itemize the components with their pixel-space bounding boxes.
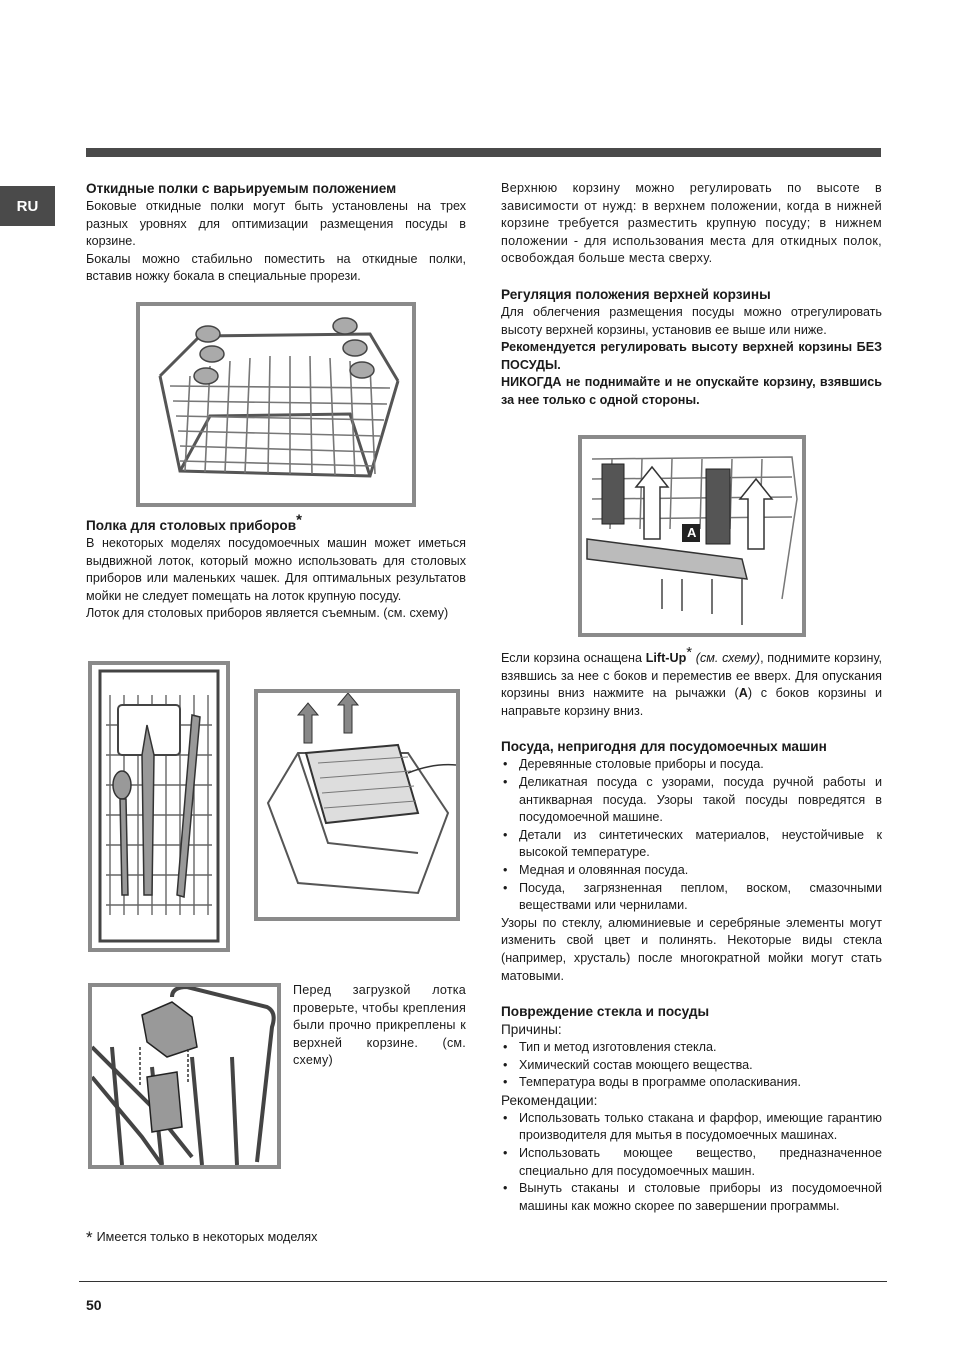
right-column-lower bbox=[501, 643, 883, 1215]
list-item: • Деревянные столовые приборы и посуда. bbox=[501, 756, 882, 774]
section-title-folding-shelves: Откидные полки с варьируемым положением bbox=[86, 181, 397, 196]
left-column-top bbox=[86, 180, 466, 286]
list-item: • Использовать моющее вещество, предназначенное специально для посудомоечных машин. bbox=[501, 1145, 882, 1180]
basket-figure bbox=[136, 302, 416, 507]
list-item: • Химический состав моющего вещества. bbox=[501, 1057, 882, 1075]
paragraph: Узоры по стеклу, алюминиевые и серебряные элементы могут изменить свой цвет и полинять. Некоторые виды стекла (например, хрусталь) после многократной мойки могут стать матовыми. bbox=[501, 915, 882, 983]
header-bar bbox=[86, 148, 881, 157]
causes-label: Причины: bbox=[501, 1022, 562, 1038]
text: Если корзина оснащена bbox=[501, 651, 646, 665]
cutlery-tray-figure bbox=[88, 661, 230, 952]
section-title-glass-damage: Повреждение стекла и посуды bbox=[501, 1004, 710, 1020]
tray-note: Перед загрузкой лотка проверьте, чтобы крепления были прочно прикреплены к верхней корзине. (см. схему) bbox=[293, 983, 466, 1068]
recommendations-label: Рекомендации: bbox=[501, 1092, 598, 1108]
language-tab: RU bbox=[0, 186, 55, 226]
paragraph: В некоторых моделях посудомоечных машин может иметься выдвижной лоток, который можно использовать для столовых приборов или маленьких чашек. Для оптимальных результатов мойки не следует помещать на лоток крупную посуду. bbox=[86, 536, 466, 603]
bold-paragraph: Рекомендуется регулировать высоту верхней корзины БЕЗ ПОСУДЫ. bbox=[501, 340, 882, 372]
section-title-cutlery-shelf bbox=[86, 511, 466, 535]
paragraph: Бокалы можно стабильно поместить на откидные полки, вставив ножку бокала в специальные прорези. bbox=[86, 251, 466, 284]
list-item: • Детали из синтетических материалов, неустойчивые к высокой температуре. bbox=[501, 827, 882, 862]
list-item: • Вынуть стаканы и столовые приборы из посудомоечной машины как можно скорее по завершении программы. bbox=[501, 1180, 882, 1215]
section-title-upper-basket-adjustment: Регуляция положения верхней корзины bbox=[501, 286, 771, 302]
paragraph: Верхнюю корзину можно регулировать по высоте в зависимости от нужд: в верхнем положении, когда в нижней корзине требуется разместить крупную посуду; в нижнем положении - для использования места для откидных полок, освобождая больше места сверху. bbox=[501, 181, 882, 266]
basket-illustration bbox=[140, 306, 412, 503]
lift-up-paragraph bbox=[501, 643, 883, 720]
lift-up-term: Lift-Up bbox=[645, 651, 687, 665]
list-item: • Тип и метод изготовления стекла. bbox=[501, 1039, 882, 1057]
list-item: • Медная и оловянная посуда. bbox=[501, 862, 882, 880]
footnote bbox=[86, 1228, 317, 1248]
bold-paragraph: НИКОГДА не поднимайте и не опускайте корзину, взявшись за нее только с одной стороны. bbox=[501, 375, 882, 407]
page-number: 50 bbox=[86, 1297, 102, 1313]
figure-label-a: A bbox=[687, 525, 697, 540]
footnote-text: Имеется только в некоторых моделях bbox=[96, 1230, 318, 1244]
list-item: • Посуда, загрязненная пеплом, воском, смазочными веществами или чернилами. bbox=[501, 880, 882, 915]
section-title-unsuitable-dishes: Посуда, непригодня для посудомоечных машин bbox=[501, 739, 827, 755]
list-item: • Использовать только стакана и фарфор, имеющие гарантию производителя для мытья в посудомоечных машинах. bbox=[501, 1110, 882, 1145]
paragraph: Для облегчения размещения посуды можно отрегулировать высоту верхней корзины, установив ее выше или ниже. bbox=[501, 304, 882, 337]
lift-up-figure bbox=[578, 435, 806, 637]
causes-list bbox=[501, 1039, 882, 1092]
list-item: • Деликатная посуда с узорами, посуда ручной работы и антикварная посуда. Узоры такой посуды повредятся в посудомоечной машине. bbox=[501, 774, 882, 827]
paragraph: Боковые откидные полки могут быть установлены на трех разных уровнях для оптимизации размещения посуды в корзине. bbox=[86, 199, 466, 249]
tray-removal-illustration bbox=[258, 693, 456, 917]
title-text: Полка для столовых приборов bbox=[86, 518, 297, 533]
right-column-top bbox=[501, 180, 882, 410]
list-item: • Температура воды в программе ополаскивания. bbox=[501, 1074, 882, 1092]
tray-removal-figure bbox=[254, 689, 460, 921]
tray-fixtures-illustration bbox=[92, 987, 277, 1165]
paragraph: Лоток для столовых приборов является съемным. (см. схему) bbox=[86, 606, 449, 621]
asterisk: * bbox=[686, 643, 693, 661]
asterisk: * bbox=[296, 511, 302, 529]
left-column-cutlery bbox=[86, 511, 466, 623]
footer-rule bbox=[79, 1281, 887, 1282]
text: ) с боков корзины и направьте корзину вниз. bbox=[501, 686, 883, 718]
tray-fixtures-figure bbox=[88, 983, 281, 1169]
text: , поднимите корзину, взявшись за нее с боков и переместив ее вверх. Для опускания корзины вниз нажмите на рычажки ( bbox=[501, 651, 882, 701]
cutlery-tray-illustration bbox=[92, 665, 226, 948]
see-diagram: (см. схему) bbox=[692, 651, 761, 665]
lever-label: A bbox=[738, 686, 748, 701]
recommendations-list bbox=[501, 1110, 882, 1216]
unsuitable-list bbox=[501, 756, 882, 914]
asterisk: * bbox=[86, 1228, 93, 1247]
